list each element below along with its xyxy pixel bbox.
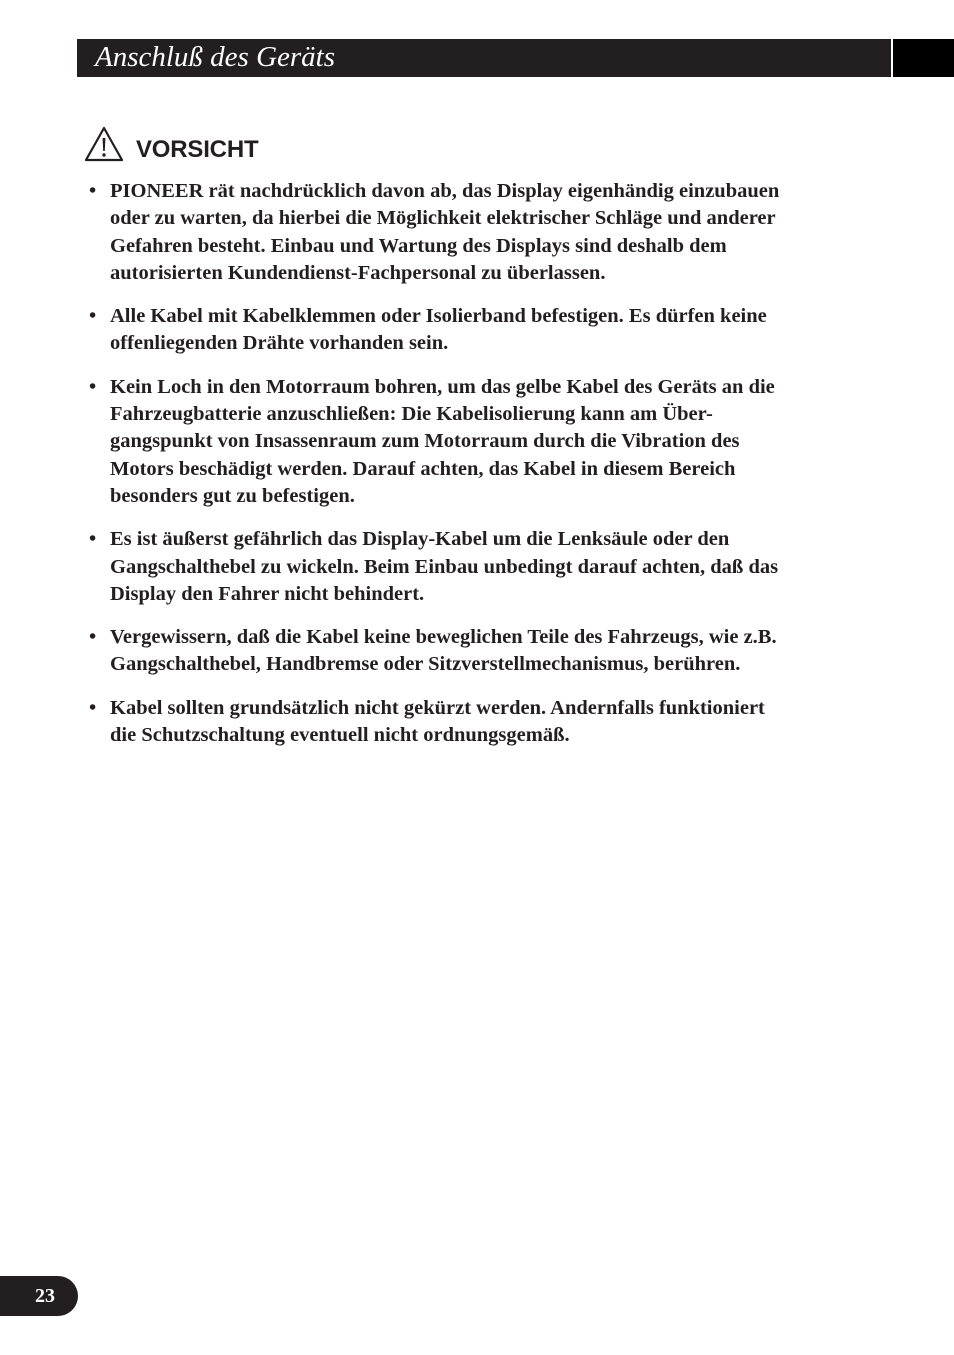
bullet-icon: • bbox=[89, 305, 97, 328]
caution-text-line: offenliegenden Drähte vorhanden sein. bbox=[110, 332, 449, 355]
caution-label: VORSICHT bbox=[136, 136, 259, 163]
caution-text-line: Vergewissern, daß die Kabel keine beweglichen Teile des Fahrzeugs, wie z.B. bbox=[110, 626, 777, 649]
section-title: Anschluß des Geräts bbox=[95, 41, 336, 73]
warning-triangle-icon bbox=[84, 126, 124, 162]
bullet-icon: • bbox=[89, 180, 97, 202]
caution-text-line: oder zu warten, da hierbei die Möglichkeit elektrischer Schläge und anderer bbox=[110, 207, 776, 230]
bullet-icon: • bbox=[89, 626, 97, 649]
caution-text-line: Display den Fahrer nicht behindert. bbox=[110, 582, 425, 605]
caution-text-line: PIONEER rät nachdrücklich davon ab, das Display eigenhändig einzubauen bbox=[110, 180, 780, 202]
caution-item bbox=[89, 624, 869, 679]
caution-text-line: Fahrzeugbatterie anzuschließen: Die Kabelisolierung kann am Über- bbox=[110, 403, 713, 426]
caution-text-line: Gangschalthebel zu wickeln. Beim Einbau unbedingt darauf achten, daß das bbox=[110, 555, 779, 578]
caution-text-line: Alle Kabel mit Kabelklemmen oder Isolierband befestigen. Es dürfen keine bbox=[110, 305, 767, 328]
caution-item bbox=[89, 303, 869, 358]
caution-text-line: die Schutzschaltung eventuell nicht ordnungsgemäß. bbox=[110, 724, 570, 747]
caution-text-line: Kein Loch in den Motorraum bohren, um das gelbe Kabel des Geräts an die bbox=[110, 375, 775, 398]
caution-text-line: Motors beschädigt werden. Darauf achten, das Kabel in diesem Bereich bbox=[110, 457, 736, 480]
caution-text-line: besonders gut zu befestigen. bbox=[110, 484, 355, 507]
caution-text-line: Gangschalthebel, Handbremse oder Sitzverstellmechanismus, berühren. bbox=[110, 653, 741, 676]
caution-text-line: Gefahren besteht. Einbau und Wartung des Displays sind deshalb dem bbox=[110, 234, 727, 257]
caution-list bbox=[89, 178, 869, 765]
section-header-bar bbox=[77, 39, 891, 77]
caution-text-line: gangspunkt von Insassenraum zum Motorraum durch die Vibration des bbox=[110, 430, 740, 453]
bullet-icon: • bbox=[89, 375, 97, 398]
caution-text-line: Kabel sollten grundsätzlich nicht gekürzt werden. Andernfalls funktioniert bbox=[110, 696, 765, 719]
caution-text-line: autorisierten Kundendienst-Fachpersonal zu überlassen. bbox=[110, 261, 606, 284]
caution-item bbox=[89, 695, 869, 750]
caution-item bbox=[89, 178, 869, 287]
caution-item bbox=[89, 374, 869, 510]
caution-heading bbox=[84, 120, 258, 162]
caution-text-line: Es ist äußerst gefährlich das Display-Kabel um die Lenksäule oder den bbox=[110, 528, 730, 551]
bullet-icon: • bbox=[89, 696, 97, 719]
page-number: 23 bbox=[0, 1276, 78, 1316]
header-tab-marker bbox=[891, 39, 954, 77]
bullet-icon: • bbox=[89, 528, 97, 551]
caution-item bbox=[89, 526, 869, 608]
